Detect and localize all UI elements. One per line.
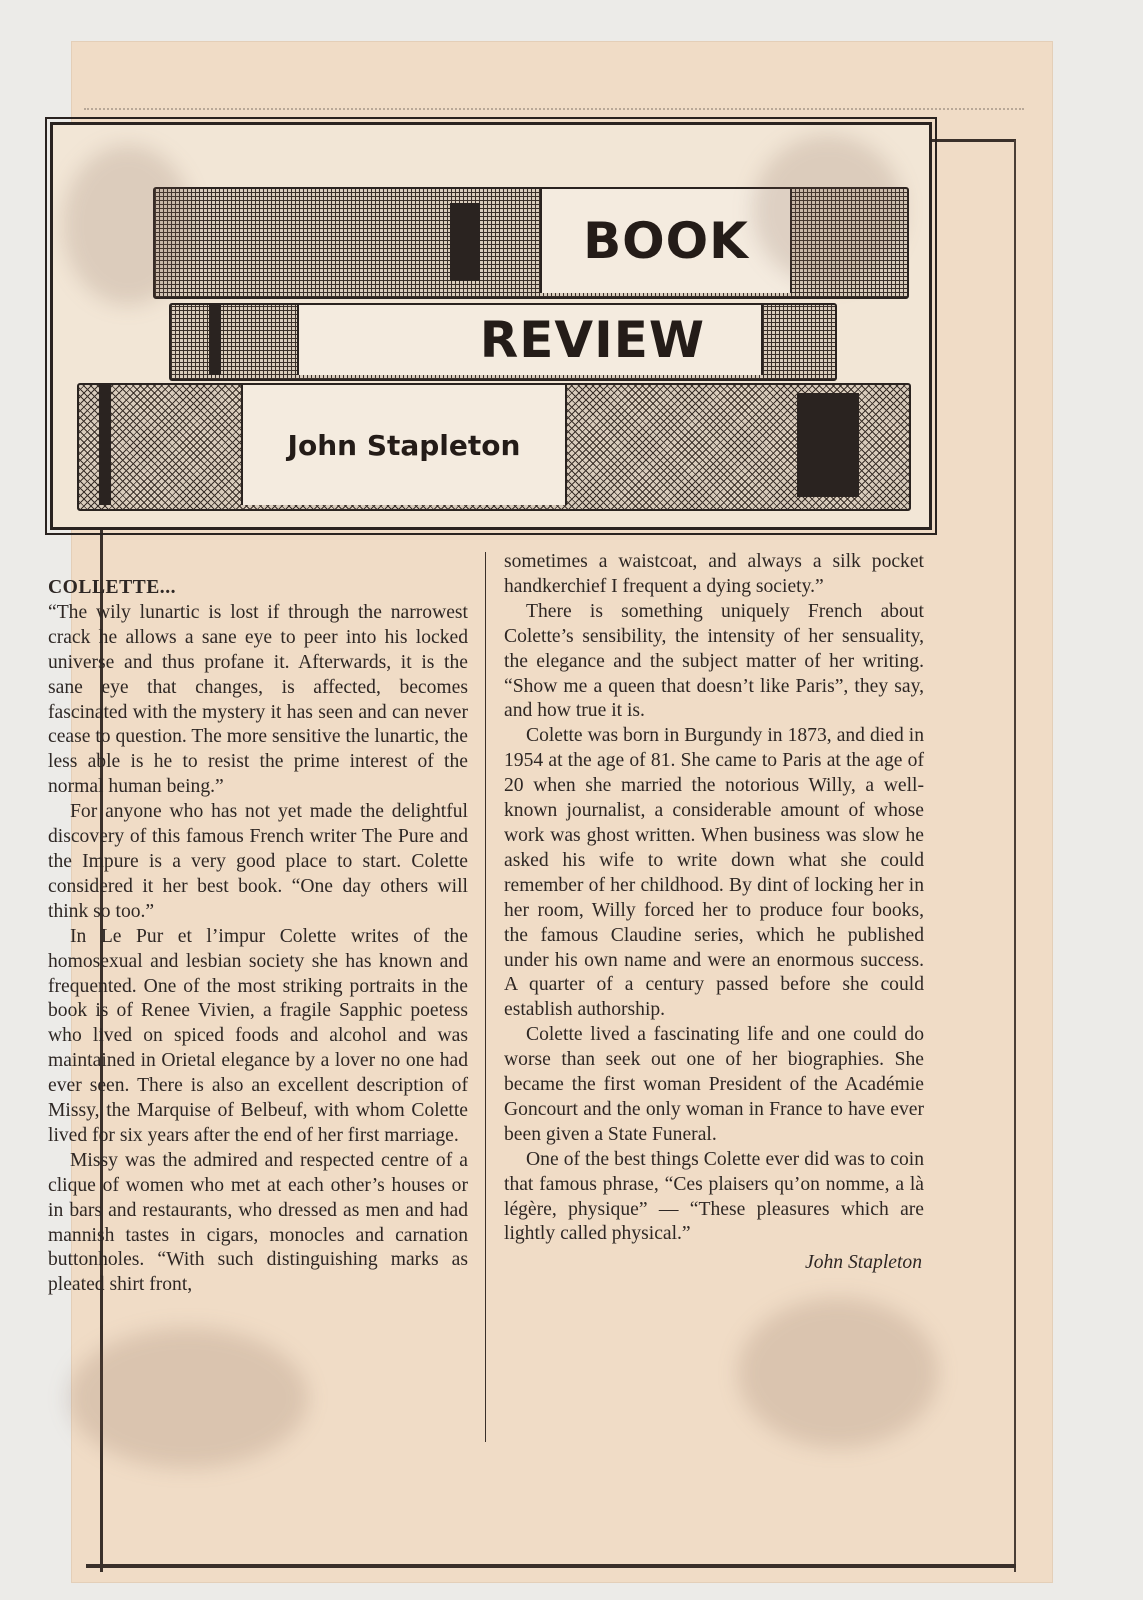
paragraph: Colette lived a fascinating life and one could do worse than seek out one of her biographies. She became the first woman President of the Académie Goncourt and the only woman in France to have ever been given a State Funeral. <box>504 1024 924 1145</box>
column-divider <box>485 552 486 1442</box>
article-body <box>48 551 924 1518</box>
author-signature: John Stapleton <box>805 1252 922 1274</box>
perforation-line <box>84 108 1024 110</box>
banner-title-review: REVIEW <box>297 305 763 375</box>
article-heading: COLLETTE... <box>48 577 176 598</box>
banner-title-book: BOOK <box>540 189 792 293</box>
right-column <box>504 550 924 1276</box>
paragraph: One of the best things Colette ever did was to coin that famous phrase, “Ces plaisers qu’on nomme, a là légère, physique” — “These pleasures which are lightly called physical.” <box>504 1148 924 1245</box>
banner-byline: John Stapleton <box>241 385 567 505</box>
bottom-book-illustration <box>77 383 911 511</box>
right-rule <box>1014 140 1016 1572</box>
middle-book-illustration <box>169 303 837 381</box>
paragraph: Missy was the admired and respected centre of a clique of women who met at each other’s houses or in bars and restaurants, who dressed as men and had mannish tastes in cigars, monocles and carnation buttonholes. “With such distinguishing marks as pleated shirt front, <box>48 1149 468 1296</box>
paragraph: For anyone who has not yet made the delightful discovery of this famous French writer The Pure and the Impure is a very good place to start. Colette considered it her best book. “One day others will think so too.” <box>48 801 468 922</box>
left-column <box>48 576 468 1298</box>
paragraph: In Le Pur et l’impur Colette writes of the homosexual and lesbian society she has known and frequented. One of the most striking portraits in the book is of Renee Vivien, a fragile Sapphic poetess who lived on spiced foods and alcohol and was maintained in Orietal elegance by a lover no one had ever seen. There is also an excellent description of Missy, the Marquise of Belbeuf, with whom Colette lived for six years after the end of her first marriage. <box>48 925 468 1146</box>
paragraph: “The wily lunartic is lost if through the narrowest crack he allows a sane eye to peer into his locked universe and thus profane it. Afterwards, it is the sane eye that changes, is affected, becomes fascinated with the mystery it has seen and can never cease to question. The more sensitive the lunartic, the less able is he to resist the prime interest of the normal human being.” <box>48 601 468 798</box>
book-review-banner <box>50 122 932 530</box>
paragraph: Colette was born in Burgundy in 1873, and died in 1954 at the age of 81. She came to Paris at the age of 20 when she married the notorious Willy, a well-known journalist, a considerable amount of whose work was ghost written. When business was slow he asked his wife to write down what she could remember of her childhood. By dint of locking her in her room, Willy forced her to produce four books, the famous Claudine series, which he published under his own name and were an enormous success. A quarter of a century passed before she could establish authorship. <box>504 725 924 1021</box>
bottom-rule <box>86 1564 1016 1568</box>
paragraph: There is something uniquely French about Colette’s sensibility, the intensity of her sensuality, the elegance and the subject matter of her writing. “Show me a queen that doesn’t like Paris”, they say, and how true it is. <box>504 600 924 722</box>
paragraph: sometimes a waistcoat, and always a silk pocket handkerchief I frequent a dying society.” <box>504 551 924 597</box>
